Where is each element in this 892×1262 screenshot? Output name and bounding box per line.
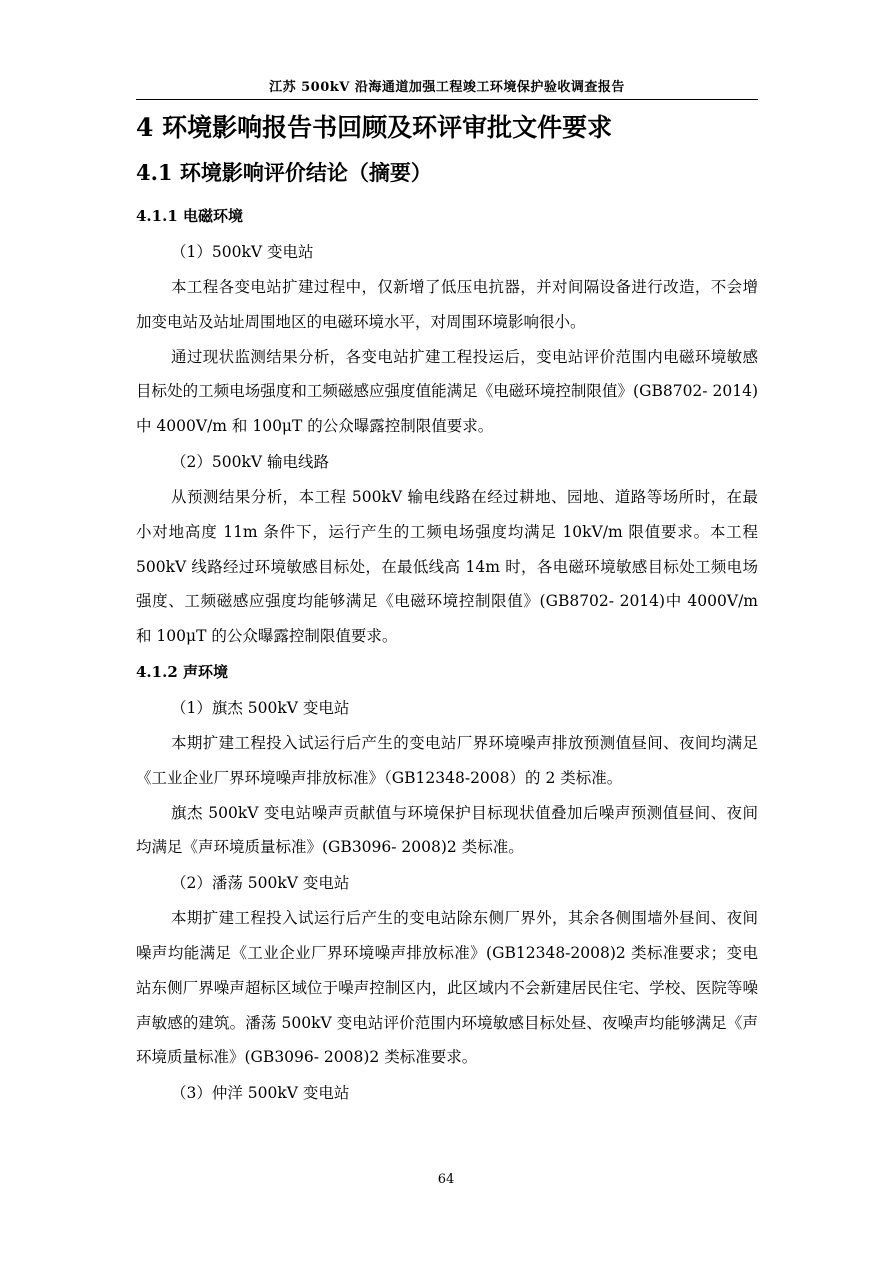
header-divider bbox=[136, 99, 758, 100]
subsection-title-acoustic: 4.1.2 声环境 bbox=[136, 662, 228, 681]
page-number: 64 bbox=[437, 1172, 455, 1187]
list-item-qijie-substation: （1）旗杰 500kV 变电站 bbox=[171, 698, 350, 717]
subsection-title-electromagnetic: 4.1.1 电磁环境 bbox=[136, 207, 243, 225]
paragraph: 本工程各变电站扩建过程中，仅新增了低压电抗器，并对间隔设备进行改造，不会增加变电站及站址周围地区的电磁环境水平，对周围环境影响很小。 bbox=[136, 278, 758, 331]
paragraph: 旗杰 500kV 变电站噪声贡献值与环境保护目标现状值叠加后噪声预测值昼间、夜间均满足《声环境质量标准》(GB3096- 2008)2 类标准。 bbox=[136, 803, 758, 857]
paragraph: 从预测结果分析，本工程 500kV 输电线路在经过耕地、园地、道路等场所时，在最小对地高度 11m 条件下，运行产生的工频电场强度均满足 10kV/m 限值要求。本工程 500kV 线路经过环境敏感目标处，在最低线高 14m 时，各电磁环境敏感目标处工频电场强度、工频磁感应强度均能够满足《电磁环境控制限值》(GB8702- 2014)中 4000V/m 和 100μT 的公众曝露控制限值要求。 bbox=[136, 487, 758, 646]
paragraph: 本期扩建工程投入试运行后产生的变电站厂界环境噪声排放预测值昼间、夜间均满足《工业企业厂界环境噪声排放标准》（GB12348-2008）的 2 类标准。 bbox=[136, 733, 758, 787]
list-item-substation: （1）500kV 变电站 bbox=[171, 243, 314, 261]
paragraph: 通过现状监测结果分析，各变电站扩建工程投运后，变电站评价范围内电磁环境敏感目标处的工频电场强度和工频磁感应强度值能满足《电磁环境控制限值》(GB8702- 2014)中 4000V/m 和 100μT 的公众曝露控制限值要求。 bbox=[136, 347, 758, 436]
list-item-pandang-substation: （2）潘荡 500kV 变电站 bbox=[171, 874, 350, 893]
page-content bbox=[136, 108, 758, 1111]
running-header: 江苏 500kV 沿海通道加强工程竣工环境保护验收调查报告 bbox=[269, 80, 625, 95]
chapter-title: 4 环境影响报告书回顾及环评审批文件要求 bbox=[136, 113, 613, 142]
list-item-transmission-line: （2）500kV 输电线路 bbox=[171, 452, 329, 471]
paragraph: 本期扩建工程投入试运行后产生的变电站除东侧厂界外，其余各侧围墙外昼间、夜间噪声均能满足《工业企业厂界环境噪声排放标准》(GB12348-2008)2 类标准要求；变电站东侧厂界噪声超标区域位于噪声控制区内，此区域内不会新建居民住宅、学校、医院等噪声敏感的建筑。潘荡 500kV 变电站评价范围内环境敏感目标处昼、夜噪声均能够满足《声环境质量标准》(GB3096- 2008)2 类标准要求。 bbox=[136, 909, 758, 1067]
list-item-zhongyang-substation: （3）仲洋 500kV 变电站 bbox=[171, 1084, 350, 1103]
section-title: 4.1 环境影响评价结论（摘要） bbox=[136, 160, 432, 185]
